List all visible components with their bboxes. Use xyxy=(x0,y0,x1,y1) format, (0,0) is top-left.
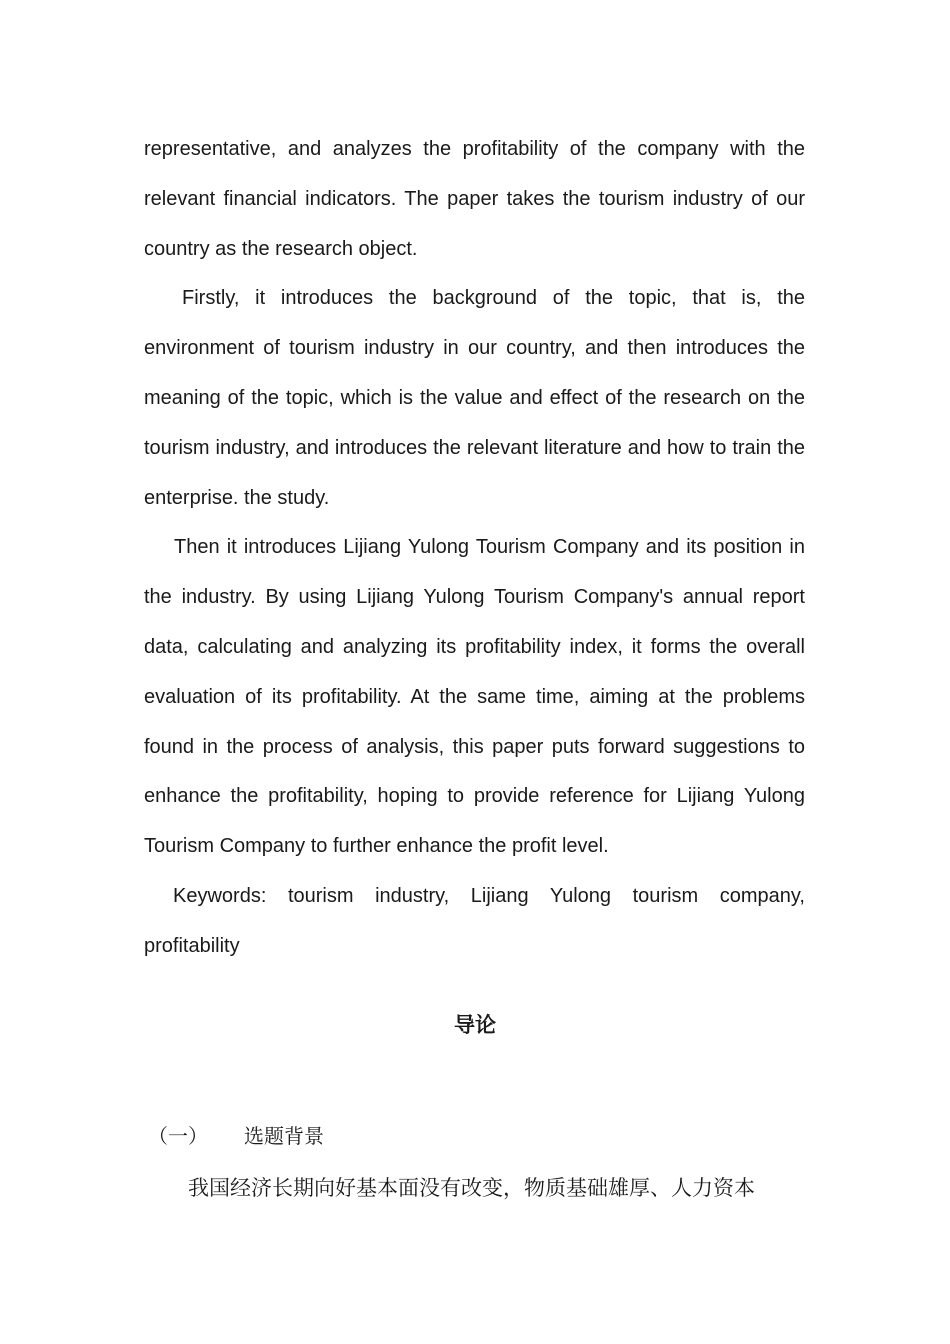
abstract-paragraph: representative, and analyzes the profitability of the company with the relevant financial indicators. The paper takes the tourism industry of our country as the research object. xyxy=(144,138,805,260)
section-number: （一） xyxy=(148,1124,208,1148)
section-title-text: 选题背景 xyxy=(244,1124,324,1148)
abstract-paragraph: Firstly, it introduces the background of the topic, that is, the environment of tourism industry in our country, and then introduces the meaning of the topic, which is the value and effect of the research on the tourism industry, and introduces the relevant literature and how to train the enterprise. the study. xyxy=(144,287,805,509)
keywords-line: Keywords: tourism industry, Lijiang Yulong tourism company, profitability xyxy=(144,884,805,957)
chapter-title: 导论 xyxy=(454,1013,496,1037)
abstract-paragraph: Then it introduces Lijiang Yulong Tourism Company and its position in the industry. By using Lijiang Yulong Tourism Company's annual report data, calculating and analyzing its profitability index, it forms the overall evaluation of its profitability. At the same time, aiming at the problems found in the process of analysis, this paper puts forward suggestions to enhance the profitability, hoping to provide reference for Lijiang Yulong Tourism Company to further enhance the profit level. xyxy=(144,536,805,858)
abstract-body xyxy=(144,125,805,972)
section-paragraph: 我国经济长期向好基本面没有改变，物质基础雄厚、人力资本 xyxy=(188,1176,755,1200)
section-heading xyxy=(148,1120,324,1152)
